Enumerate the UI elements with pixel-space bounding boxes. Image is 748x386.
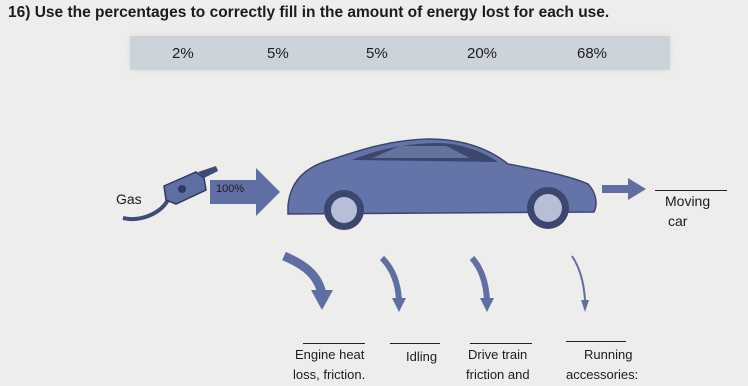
loss-arrow-idling	[382, 258, 406, 312]
car-icon	[288, 139, 596, 230]
question-number: 16)	[8, 4, 31, 21]
word-bank-item[interactable]: 68%	[577, 45, 608, 62]
loss-label-engine-line2: loss, friction.	[293, 367, 366, 382]
input-percent: 100%	[216, 183, 245, 195]
loss-arrow-accessories	[572, 256, 589, 312]
loss-label-accessories-line2: accessories:	[566, 367, 639, 382]
loss-label-drive-train-line1: Drive train	[468, 347, 528, 362]
answer-blank-moving-car[interactable]	[655, 190, 727, 191]
output-label-car: car	[668, 213, 688, 229]
question-prompt: Use the percentages to correctly fill in the amount of energy lost for each use.	[34, 4, 610, 21]
word-bank-item[interactable]: 5%	[267, 45, 289, 62]
output-label-moving: Moving	[665, 193, 711, 209]
word-bank-item[interactable]: 20%	[467, 45, 498, 62]
word-bank-item[interactable]: 2%	[172, 45, 194, 62]
word-bank-item[interactable]: 5%	[366, 45, 388, 62]
gas-label: Gas	[116, 191, 142, 207]
loss-label-accessories-line1: Running	[584, 347, 633, 362]
answer-blank-engine[interactable]	[303, 343, 365, 344]
answer-blank-drive-train[interactable]	[470, 343, 532, 344]
answer-blank-idling[interactable]	[390, 343, 440, 344]
answer-blank-accessories[interactable]	[566, 341, 626, 342]
loss-label-engine-line1: Engine heat	[295, 347, 365, 362]
output-arrow	[602, 178, 646, 200]
loss-label-idling: Idling	[406, 349, 438, 364]
loss-arrow-drive-train	[472, 258, 494, 312]
loss-arrow-engine	[284, 256, 333, 310]
loss-label-drive-train-line2: friction and	[466, 367, 530, 382]
